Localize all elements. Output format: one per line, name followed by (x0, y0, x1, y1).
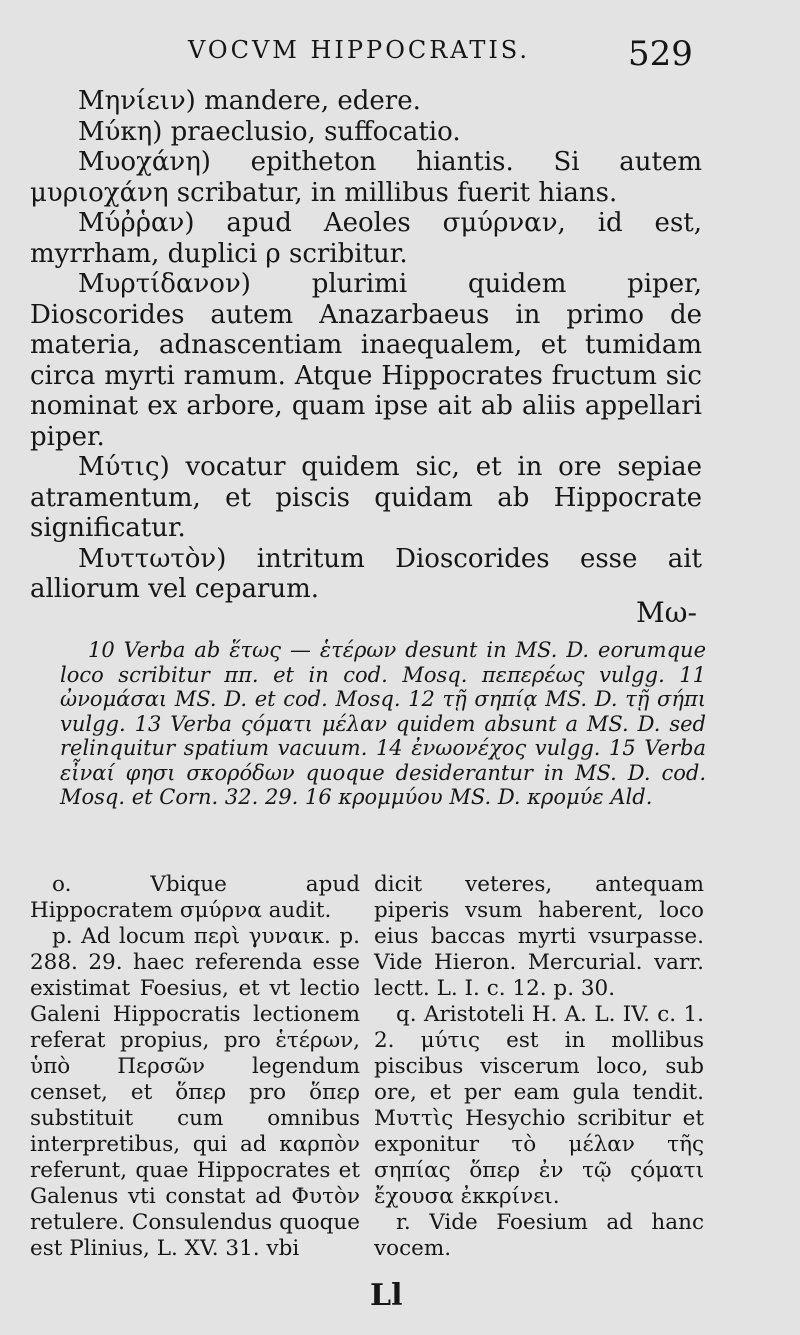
catchword: Μω- (636, 596, 697, 629)
page-number: 529 (628, 34, 693, 74)
footnotes (60, 638, 706, 810)
running-title: VOCVM HIPPOCRATIS. (188, 36, 531, 64)
page-header (0, 34, 800, 84)
notes-left-column (30, 872, 360, 1262)
note-r: r. Vide Foesium ad hanc vocem. (374, 1210, 704, 1261)
note-q: q. Aristoteli H. A. L. IV. c. 1. 2. μύτις est in mollibus piscibus viscerum loco, sub ore, et per eam gula tendit. Μυττὶς Hesychio scribitur et exponitur τὸ μέλαν τῆς σηπίας ὅπερ ἐν τῷ ςόματι ἔχουσα ἐκκρίνει. (374, 1002, 704, 1209)
entry-menien: Μηνίειν) mandere, edere. (78, 86, 421, 116)
footnote-text: 10 Verba ab ἕτως — ἑτέρων desunt in MS. D. eorumque loco scribitur ππ. et in cod. Mosq. πεπερέως vulgg. 11 ὠνομάσαι MS. D. et cod. Mosq. 12 τῇ σηπίᾳ MS. D. τῇ σήπι vulgg. 13 Verba ςόματι μέλαν quidem absunt a MS. D. sed relinquitur spatium vacuum. 14 ἐνωονέχος vulgg. 15 Verba εἶναί φησι σκορόδων quoque desiderantur in MS. D. cod. Mosq. et Corn. 32. 29. 16 κρομμύου MS. D. κρομύε Ald. (60, 638, 706, 809)
entry-myttoton: Μυττωτὸν) intritum Dioscorides esse ait alliorum vel ceparum. (30, 543, 702, 604)
entry-myke: Μύκη) praeclusio, suffocatio. (78, 116, 461, 147)
note-o: o. Vbique apud Hippocratem σμύρνα audit. (30, 872, 360, 923)
notes-right-column (374, 872, 704, 1262)
annotation-columns (30, 872, 704, 1262)
entry-mytis: Μύτις) vocatur quidem sic, et in ore sepiae atramentum, et piscis quidam ab Hippocrate significatur. (30, 452, 702, 543)
main-text (30, 86, 702, 605)
entry-myrrhan: Μύῤῥαν) apud Aeoles σμύρναν, id est, myrrham, duplici ρ scribitur. (30, 208, 702, 269)
signature-mark: Ll (370, 1278, 403, 1313)
note-p: p. Ad locum περὶ γυναικ. p. 288. 29. haec referenda esse existimat Foesius, et vt lectio Galeni Hippocratis lectionem referat propius, pro ἑτέρων, ὑπὸ Περσῶν legendum censet, et ὅπερ pro ὅπερ substituit cum omnibus interpretibus, qui ad καρπὸν referunt, quae Hippocrates et Galenus vti constat ad Φυτὸν retulere. Consulendus quoque est Plinius, L. XV. 31. vbi (30, 924, 360, 1261)
entry-myrtidanon: Μυρτίδανον) plurimi quidem piper, Dioscorides autem Anazarbaeus in primo de materia, adnascentiam inaequalem, et tumidam circa myrti ramum. Atque Hippocrates fructum sic nominat ex arbore, quam ipse ait ab aliis appellari piper. (30, 269, 702, 452)
entry-myochane: Μυοχάνη) epitheton hiantis. Si autem μυριοχάνη scribatur, in millibus fuerit hians. (30, 147, 702, 208)
note-p-continued: dicit veteres, antequam piperis vsum haberent, loco eius baccas myrti vsurpasse. Vide Hieron. Mercurial. varr. lectt. L. I. c. 12. p. 30. (374, 872, 704, 1001)
